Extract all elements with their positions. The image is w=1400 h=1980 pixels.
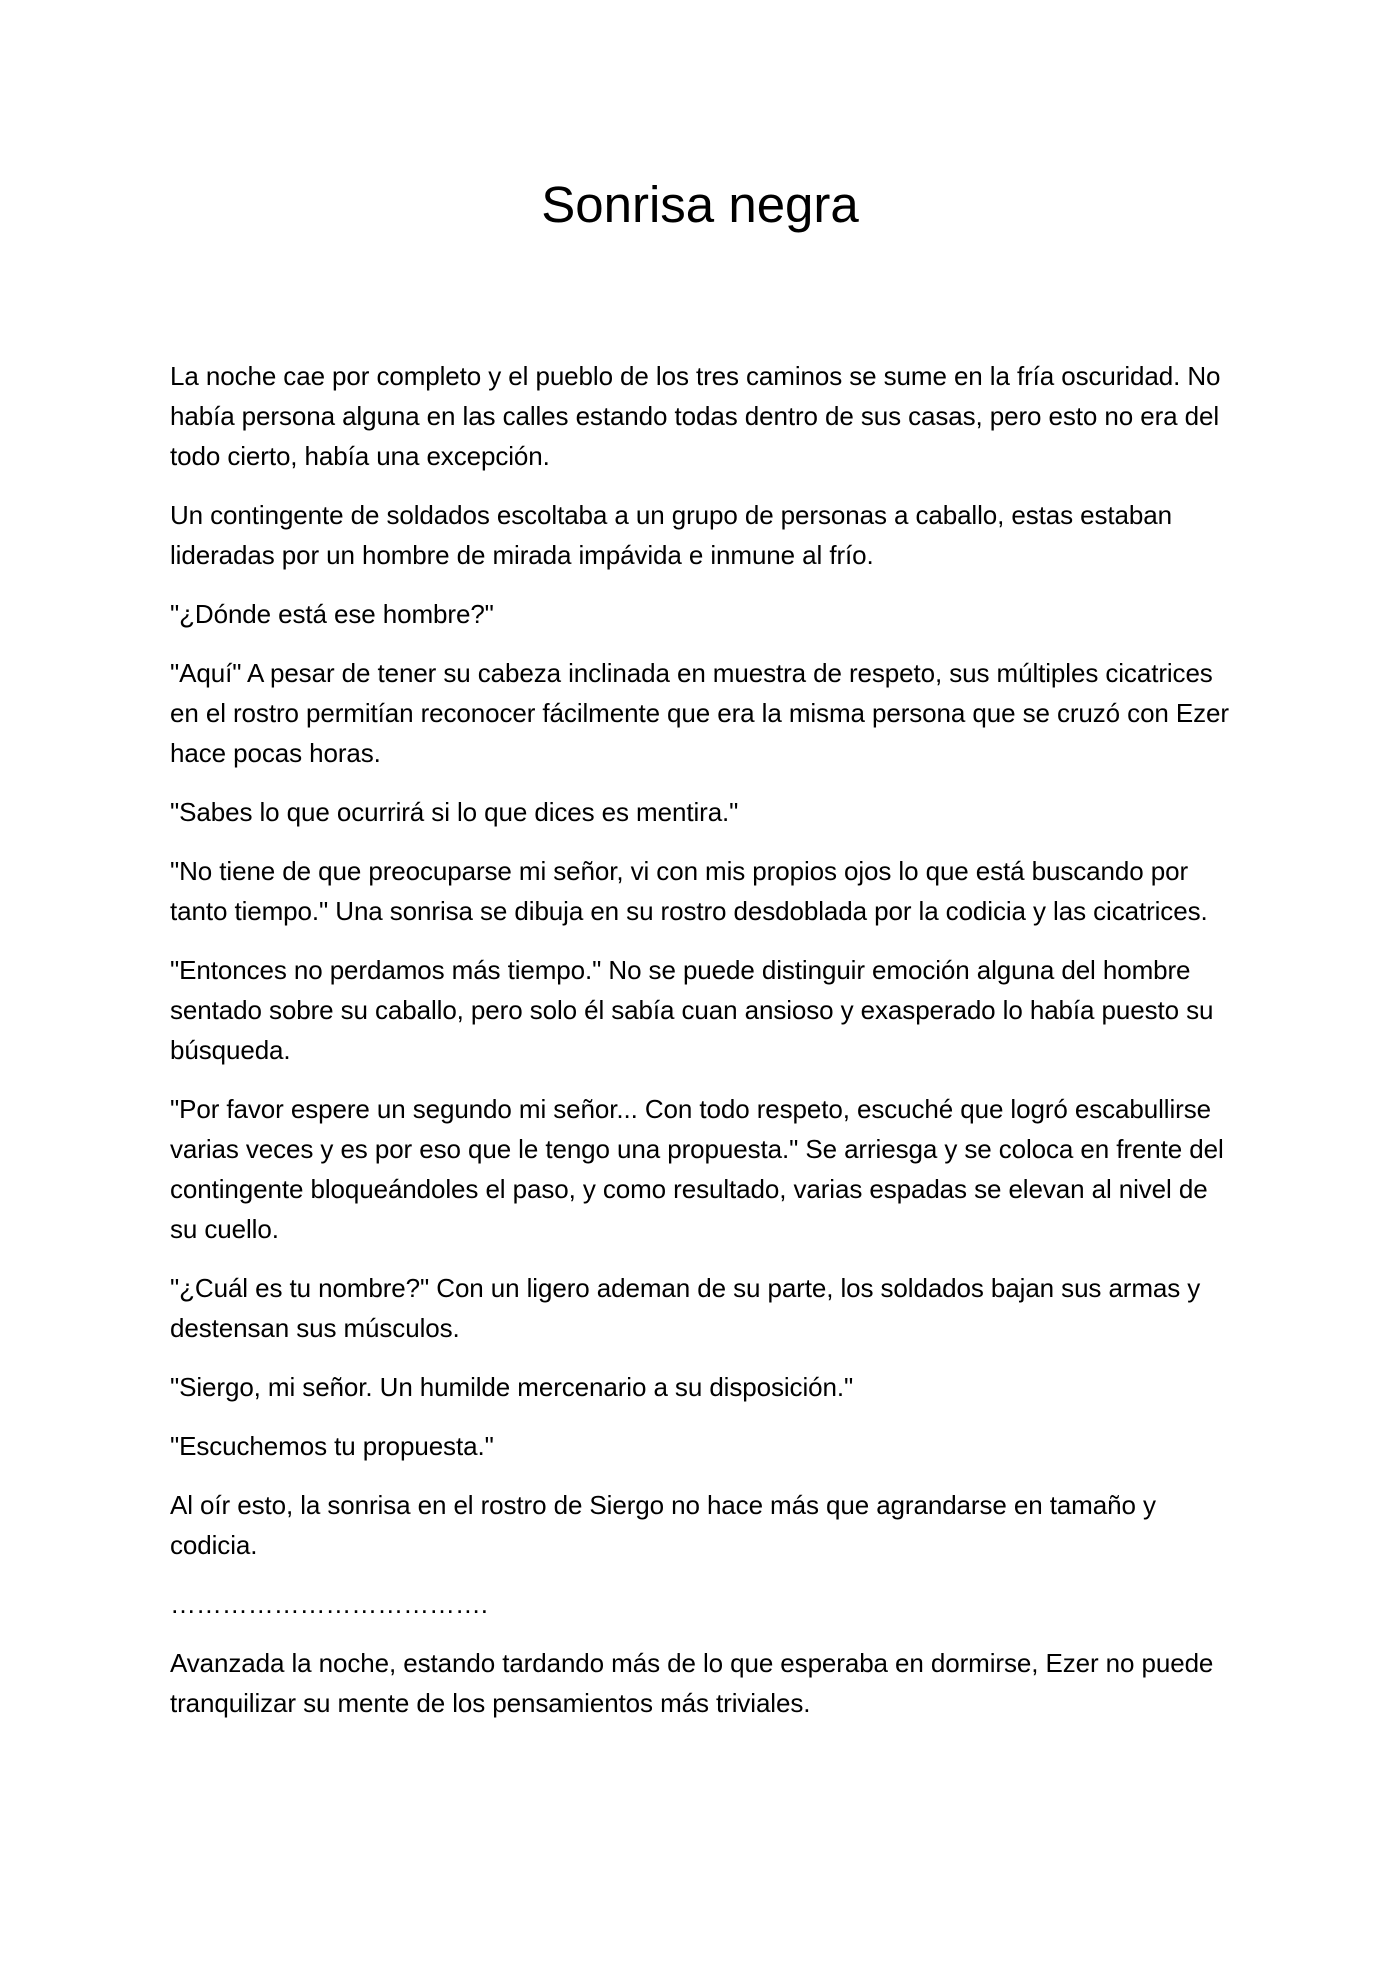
section-separator: ………………………………. [170, 1589, 488, 1619]
document-body [170, 356, 1238, 1742]
paragraph: "¿Cuál es tu nombre?" Con un ligero ademan de su parte, los soldados bajan sus armas y destensan sus músculos. [170, 1273, 1201, 1343]
paragraph: Avanzada la noche, estando tardando más de lo que esperaba en dormirse, Ezer no puede tranquilizar su mente de los pensamientos más triviales. [170, 1648, 1214, 1718]
document-title: Sonrisa negra [541, 176, 859, 233]
paragraph: "¿Dónde está ese hombre?" [170, 599, 494, 629]
paragraph: Al oír esto, la sonrisa en el rostro de Siergo no hace más que agrandarse en tamaño y codicia. [170, 1490, 1156, 1560]
paragraph: "Aquí" A pesar de tener su cabeza inclinada en muestra de respeto, sus múltiples cicatrices en el rostro permitían reconocer fácilmente que era la misma persona que se cruzó con Ezer hace pocas horas. [170, 658, 1229, 768]
paragraph: "No tiene de que preocuparse mi señor, vi con mis propios ojos lo que está buscando por tanto tiempo." Una sonrisa se dibuja en su rostro desdoblada por la codicia y las cicatrices. [170, 856, 1208, 926]
paragraph: "Sabes lo que ocurrirá si lo que dices es mentira." [170, 797, 739, 827]
paragraph: "Siergo, mi señor. Un humilde mercenario a su disposición." [170, 1372, 854, 1402]
paragraph: La noche cae por completo y el pueblo de los tres caminos se sume en la fría oscuridad. No había persona alguna en las calles estando todas dentro de sus casas, pero esto no era del todo cierto, había una excepción. [170, 361, 1221, 471]
paragraph: "Entonces no perdamos más tiempo." No se puede distinguir emoción alguna del hombre sentado sobre su caballo, pero solo él sabía cuan ansioso y exasperado lo había puesto su búsqueda. [170, 955, 1214, 1065]
paragraph: "Por favor espere un segundo mi señor... Con todo respeto, escuché que logró escabullirse varias veces y es por eso que le tengo una propuesta." Se arriesga y se coloca en frente del contingente bloqueándoles el paso, y como resultado, varias espadas se elevan al nivel de su cuello. [170, 1094, 1224, 1244]
paragraph: "Escuchemos tu propuesta." [170, 1431, 494, 1461]
paragraph: Un contingente de soldados escoltaba a un grupo de personas a caballo, estas estaban lideradas por un hombre de mirada impávida e inmune al frío. [170, 500, 1172, 570]
